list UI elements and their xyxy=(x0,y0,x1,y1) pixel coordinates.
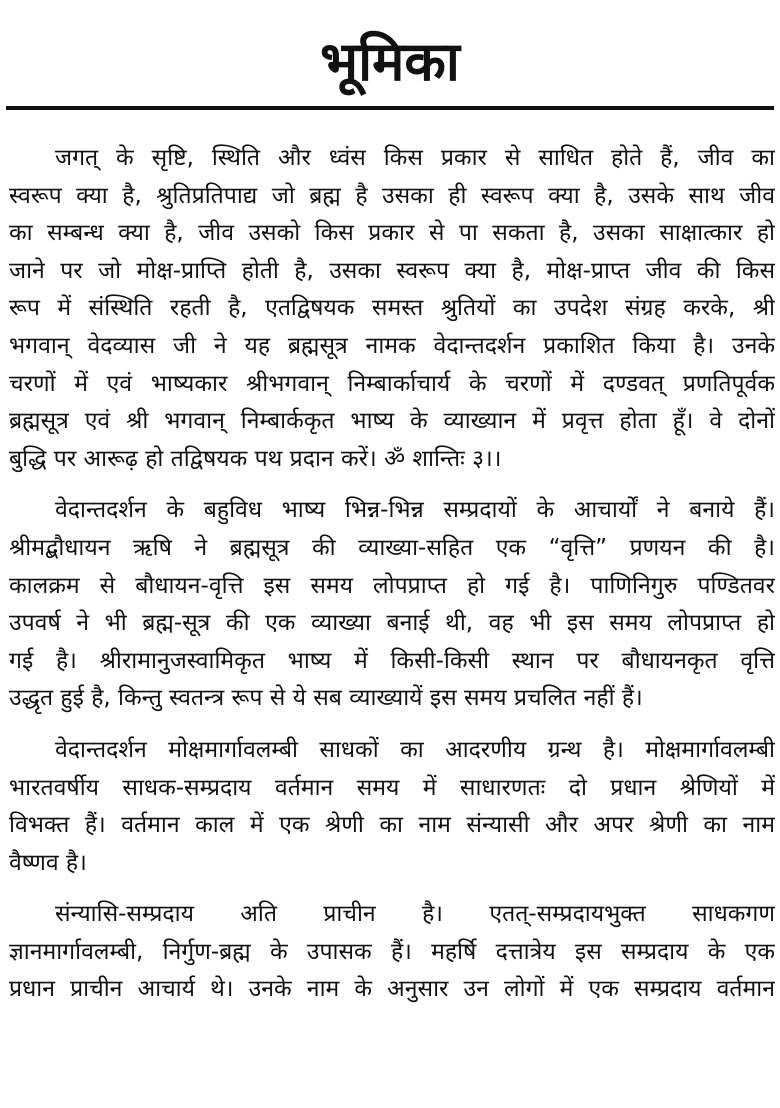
text-line: प्रधान प्राचीन आचार्य थे। उनके नाम के अनुसार उन लोगों में एक सम्प्रदाय वर्तमान xyxy=(9,976,775,1003)
text-line: उपवर्ष ने भी ब्रह्म-सूत्र की एक व्याख्या बनाई थी, वह भी इस समय लोपप्राप्त हो xyxy=(9,610,775,637)
text-line: चरणों में एवं भाष्यकार श्रीभगवान् निम्बार्काचार्य के चरणों में दण्डवत् प्रणतिपूर्वक xyxy=(9,370,775,397)
text-line: संन्यासि-सम्प्रदाय अति प्राचीन है। एतत्-सम्प्रदायभुक्त साधकगण xyxy=(55,901,775,928)
text-line: जगत् के सृष्टि, स्थिति और ध्वंस किस प्रकार से साधित होते हैं, जीव का xyxy=(55,145,775,171)
text-line: बुद्धि पर आरूढ़ हो तद्विषयक पथ प्रदान करें। ॐ शान्तिः ३।। xyxy=(9,445,502,472)
text-line: स्वरूप क्या है, श्रुतिप्रतिपाद्य जो ब्रह्म है उसका ही स्वरूप क्या है, उसके साथ जीव xyxy=(9,182,775,209)
text-line: भगवान् वेदव्यास जी ने यह ब्रह्मसूत्र नामक वेदान्तदर्शन प्रकाशित किया है। उनके xyxy=(9,332,775,359)
paragraph xyxy=(9,492,775,718)
text-line: वेदान्तदर्शन मोक्षमार्गावलम्बी साधकों का आदरणीय ग्रन्थ है। मोक्षमार्गावलम्बी xyxy=(55,736,775,763)
text-line: ज्ञानमार्गावलम्बी, निर्गुण-ब्रह्म के उपासक हैं। महर्षि दत्तात्रेय इस सम्प्रदाय के एक xyxy=(9,938,775,965)
text-line: ब्रह्मसूत्र एवं श्री भगवान् निम्बार्ककृत भाष्य के व्याख्यान में प्रवृत्त होता हूँ। वे दोनों xyxy=(9,408,775,435)
title-rule xyxy=(6,106,774,110)
text-line: कालक्रम से बौधायन-वृत्ति इस समय लोपप्राप्त हो गई है। पाणिनिगुरु पण्डितवर xyxy=(9,572,775,599)
text-line: वेदान्तदर्शन के बहुविध भाष्य भिन्न-भिन्न सम्प्रदायों के आचार्यों ने बनाये हैं। xyxy=(55,497,775,524)
paragraph xyxy=(9,140,775,478)
text-line: वैष्णव है। xyxy=(9,849,87,876)
text-line: श्रीमद्बौधायन ऋषि ने ब्रह्मसूत्र की व्याख्या-सहित एक “वृत्ति” प्रणयन की है। xyxy=(9,534,775,561)
text-line: रूप में संस्थिति रहती है, एतद्विषयक समस्त श्रुतियों का उपदेश संग्रह करके, श्री xyxy=(9,295,775,322)
text-line: भारतवर्षीय साधक-सम्प्रदाय वर्तमान समय में साधारणतः दो प्रधान श्रेणियों में xyxy=(9,774,775,801)
page-title: भूमिका xyxy=(320,30,460,93)
paragraph xyxy=(9,896,775,1009)
text-line: गई है। श्रीरामानुजस्वामिकृत भाष्य में किसी-किसी स्थान पर बौधायनकृत वृत्ति xyxy=(9,647,775,674)
text-line: का सम्बन्ध क्या है, जीव उसको किस प्रकार से पा सकता है, उसका साक्षात्कार हो xyxy=(9,220,775,247)
text-line: जाने पर जो मोक्ष-प्राप्ति होती है, उसका स्वरूप क्या है, मोक्ष-प्राप्त जीव की किस xyxy=(9,257,775,284)
text-line: विभक्त हैं। वर्तमान काल में एक श्रेणी का नाम संन्यासी और अपर श्रेणी का नाम xyxy=(9,812,775,839)
paragraph xyxy=(9,732,775,882)
text-line: उद्धृत हुई है, किन्तु स्वतन्त्र रूप से ये सब व्याख्यायें इस समय प्रचलित नहीं हैं। xyxy=(9,685,643,712)
body-text xyxy=(9,140,775,1023)
